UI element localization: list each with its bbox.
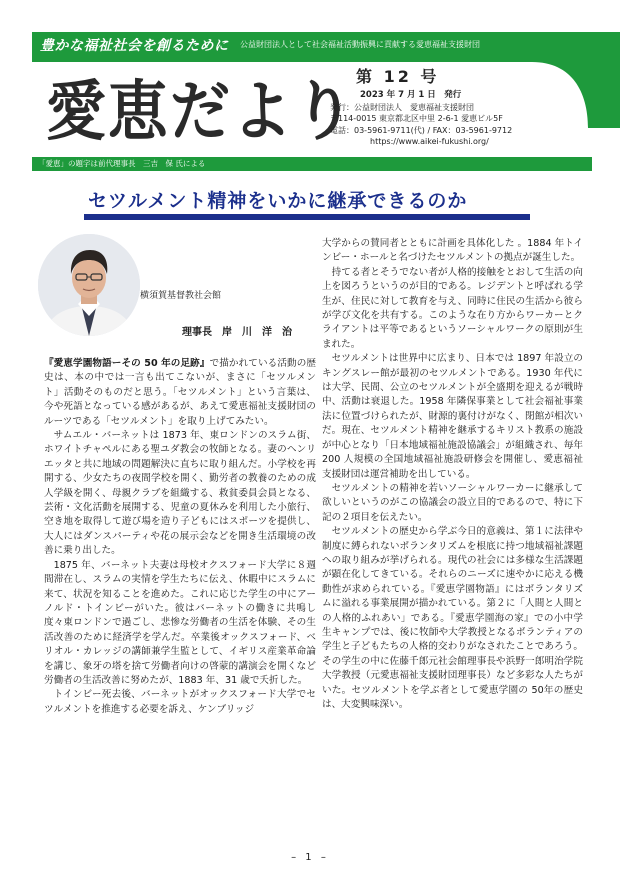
address: 〒114-0015 東京都北区中里 2-6-1 愛恵ビル5F [330, 114, 503, 123]
publisher: 発行：公益財団法人 愛恵福祉支援財団 [330, 102, 474, 112]
issue-date: 2023 年 7 月 1 日 発行 [360, 90, 462, 100]
website-link[interactable]: https://www.aikei-fukushi.org/ [370, 137, 489, 146]
title-credit: 「愛恵」の題字は前代理事長 三吉 保 氏による [38, 159, 206, 168]
paragraph: サムエル・バーネットは 1873 年、東ロンドンのスラム街、ホワイトチャペルにある聖ユダ教会の牧師となる。妻のヘンリエッタと共に地域の問題解決に直ちに取り組んだ。小学校を再開する、少女たちの夜間学校を開く、勤労者の教養のための成人学級を開く、母親クラブを組織する、救貧委員会員となる、芸術・文化活動を展開する、児童の夏休みを利用した小旅行、空き地を取得して遊び場を造り子どもにはスポーツを提供し、大人にはダンスパーティや花の展示会などを開き生活環境の改善に乗り出した。 [44, 430, 316, 557]
slogan-subtitle: 公益財団法人として社会福祉活動振興に貢献する愛恵福祉支援財団 [240, 40, 480, 49]
paragraph: セツルメントは世界中に広まり、日本では 1897 年設立のキングスレー館が最初のセツルメントである。1930 年代には大学、民間、公立のセツルメントが全盛期を迎えるが戦時中、活動は衰退した。1958 年隣保事業として社会福祉事業法に位置づけられたが、財源的裏付けがなく、閉館が相次いだ。現在、セツルメント精神を継承するキリスト教系の施設が中心となり「日本地域福祉施設協議会」が組織され、毎年 200 人規模の全国地域福祉施設研修会を開催し、愛恵福祉支援財団は運営補助を出している。 [322, 353, 583, 480]
publication-info [330, 90, 512, 148]
paragraph: 1875 年、バーネット夫妻は母校オクスフォード大学に８週間滞在し、スラムの実情を学生たちに伝え、休暇中にスラムに来て、状況を知ることを進めた。これに応じた学生の中にアーノルド・トインビーがいた。彼はバーネットの働きに共鳴し度々東ロンドンで過ごし、悲惨な労働者の生活を体験、その生活改善のために経済学を学んだ。卒業後オックスフォード、ベリオル・カレッジの講師兼学生監として、イギリス産業革命論を講じ、象牙の塔を捨て労働者向けの啓蒙的講演会を開くなど労働者の生活改善に努めたが、1883 年、31 歳で夭折した。 [44, 559, 316, 686]
headline-underline [84, 214, 530, 220]
article-headline: セツルメント精神をいかに継承できるのか [88, 190, 468, 212]
slogan: 豊かな福祉社会を創るために [40, 38, 229, 54]
book-title: 『愛恵学園物語ーその 50 年の足跡』 [44, 358, 210, 369]
paragraph: セツルメントの精神を若いソーシャルワーカーに継承して欲しいというのがこの協議会の設立目的であるので、特に下記の２項目を伝えたい。 [322, 482, 583, 523]
author-name: 理事長 岸 川 洋 治 [182, 327, 292, 338]
paragraph: セツルメントの歴史から学ぶ今日的意義は、第１に法律や制度に縛られないボランタリズムを根底に持つ地域福祉課題への取り組みが挙げられる。現代の社会には多様な生活課題が顕在化してきている。それらのニーズに速やかに応える機動性が求められている。『愛恵学園物語』にはボランタリズムに溢れる事業展開が描かれている。第２に「人間と人間との人格的ふれあい」である。『愛恵学園海の家』での小中学生キャンプでは、後に牧師や大学教授となるボランティアの学生と子どもたちの人格的交わりがなされたことであろう。その学生の中に佐藤千郎元社会館理事長や浜野一郎明治学院大学教授（元愛恵福祉支援財団理事長）など多彩な人たちがいた。セツルメントを学ぶ者として愛恵学園の 50年の歴史は、大変興味深い。 [322, 526, 583, 710]
author-organization: 横須賀基督教社会館 [140, 291, 222, 301]
paragraph: トインビー死去後、バーネットがオックスフォード大学でセツルメントを推進する必要を訴え、ケンブリッジ [44, 689, 316, 715]
paragraph: 大学からの賛同者とともに計画を具体化した 。1884 年トインビー・ホールと名づけたセツルメントの拠点が誕生した。 [322, 238, 583, 264]
newsletter-title: 愛恵だより [46, 74, 356, 150]
page-number: – 1 – [291, 852, 329, 863]
phone-fax: 電話：03-5961-9711(代) / FAX：03-5961-9712 [330, 125, 513, 135]
portrait-photo [38, 234, 140, 336]
paragraph: 持てる者とそうでない者が人格的接触をとおして生活の向上を図ろうというのが目的である。レジデントと呼ばれる学生が、住民に対して教育を与え、同時に住民の生活から彼らが学び文化を共有する。このような在り方からワーカーとクライアントは平等であるというソーシャルワークの原則が生まれた。 [322, 266, 583, 350]
article-column-right [322, 237, 583, 712]
article-column-left [44, 357, 316, 717]
paragraph-text: で描かれている活動の歴史は、本の中では一言も出てこないが、まさに「セツルメント」活動そのものだと思う。「セツルメント」という言葉は、今や死語となっている感があるが、あえて愛恵福祉支援財団のルーツである「セツルメント」を取り上げてみたい。 [44, 358, 316, 427]
paragraph [44, 357, 316, 429]
issue-number: 第 12 号 [356, 67, 440, 86]
portrait-icon [38, 234, 140, 336]
